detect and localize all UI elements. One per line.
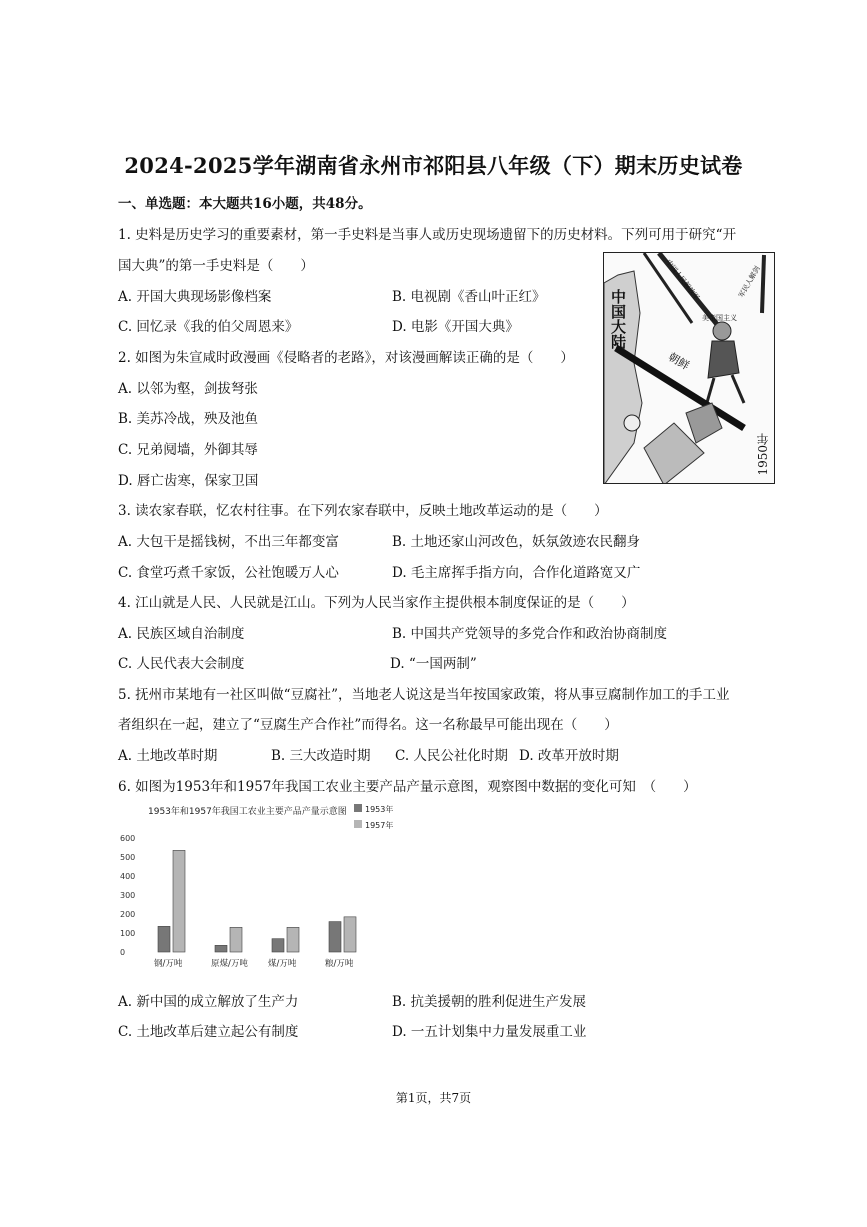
q4-stem: 4. 江山就是人民、人民就是江山。下列为人民当家作主提供根本制度保证的是（ ） <box>118 595 635 611</box>
q1-stem-line1: 1. 史料是历史学习的重要素材，第一手史料是当事人或历史现场遗留下的历史材料。下列可用于研究“开 <box>118 227 737 243</box>
q5-stem-line2: 者组织在一起，建立了“豆腐生产合作社”而得名。这一名称最早可能出现在（ ） <box>118 717 618 733</box>
q1-option-c: C. 回忆录《我的伯父周恩来》 <box>118 319 299 335</box>
q6-stem: 6. 如图为1953年和1957年我国工农业主要产品产量示意图，观察图中数据的变化可知 （ ） <box>118 779 697 795</box>
y-tick-label: 600 <box>120 834 136 843</box>
y-tick-label: 500 <box>120 853 136 862</box>
bar-1957 <box>173 850 185 952</box>
cartoon-label-mainland: 中国大陆 <box>609 289 627 349</box>
bar-1957 <box>344 917 356 952</box>
bar-1957 <box>230 927 242 952</box>
legend-label: 1957年 <box>365 821 394 830</box>
q6-option-c: C. 土地改革后建立起公有制度 <box>118 1024 299 1040</box>
q3-option-b: B. 土地还家山河改色，妖氛敛迹农民翻身 <box>392 534 641 550</box>
bar-1953 <box>329 922 341 952</box>
cartoon-label-us: 美帝国主义 <box>702 314 737 322</box>
q1-option-d: D. 电影《开国大典》 <box>392 319 519 335</box>
y-tick-label: 400 <box>120 872 136 881</box>
q5-option-c: C. 人民公社化时期 <box>395 748 508 764</box>
page-footer: 第1页，共7页 <box>395 1091 472 1105</box>
q6-option-d: D. 一五计划集中力量发展重工业 <box>392 1024 587 1040</box>
x-category-label: 煤/万吨 <box>268 959 297 969</box>
legend-swatch <box>354 820 362 828</box>
chart-title: 1953年和1957年我国工农业主要产品产量示意图 <box>148 807 347 817</box>
bar-1957 <box>287 927 299 952</box>
x-category-label: 钢/万吨 <box>154 959 183 969</box>
q1-option-b: B. 电视剧《香山叶正红》 <box>392 289 546 305</box>
q3-option-a: A. 大包干是摇钱树，不出三年都变富 <box>118 534 339 550</box>
bar-1953 <box>215 945 227 952</box>
y-tick-label: 300 <box>120 891 136 900</box>
q6-option-a: A. 新中国的成立解放了生产力 <box>118 994 299 1010</box>
q5-option-b: B. 三大改造时期 <box>271 748 371 764</box>
q6-option-b: B. 抗美援朝的胜利促进生产发展 <box>392 994 587 1010</box>
bar-1953 <box>272 939 284 952</box>
q2-stem: 2. 如图为朱宣咸时政漫画《侵略者的老路》，对该漫画解读正确的是（ ） <box>118 350 574 366</box>
section-heading: 一、单选题：本大题共16小题，共48分。 <box>118 196 372 212</box>
x-category-label: 粮/万吨 <box>325 959 354 969</box>
q4-option-d: D. “一国两制” <box>390 656 477 672</box>
q2-option-d: D. 唇亡齿寒，保家卫国 <box>118 473 259 489</box>
cartoon-illustration <box>603 252 775 484</box>
q5-stem-line1: 5. 抚州市某地有一社区叫做“豆腐社”，当地老人说这是当年按国家政策，将从事豆腐制作加工的手工业 <box>118 687 730 703</box>
q2-option-a: A. 以邻为壑，剑拔弩张 <box>118 381 258 397</box>
y-tick-label: 0 <box>120 948 126 957</box>
page-title: 2024-2025学年湖南省永州市祁阳县八年级（下）期末历史试卷 <box>124 153 743 178</box>
q5-option-a: A. 土地改革时期 <box>118 748 218 764</box>
q1-stem-line2: 国大典”的第一手史料是（ ） <box>118 258 314 274</box>
x-category-label: 原煤/万吨 <box>211 959 248 969</box>
production-chart-svg <box>118 800 408 978</box>
q2-option-b: B. 美苏冷战，殃及池鱼 <box>118 411 259 427</box>
q3-stem: 3. 读农家春联，忆农村往事。在下列农家春联中，反映土地改革运动的是（ ） <box>118 503 608 519</box>
y-tick-label: 200 <box>120 910 136 919</box>
q4-option-a: A. 民族区域自治制度 <box>118 626 245 642</box>
cartoon-label-pla: 中国人民解放军 <box>664 258 701 302</box>
q4-option-c: C. 人民代表大会制度 <box>118 656 245 672</box>
legend-swatch <box>354 804 362 812</box>
q1-option-a: A. 开国大典现场影像档案 <box>118 289 272 305</box>
cartoon-label-year: 1950年 <box>756 433 770 476</box>
q2-option-c: C. 兄弟阋墙，外御其辱 <box>118 442 258 458</box>
y-tick-label: 100 <box>120 929 136 938</box>
q5-option-d: D. 改革开放时期 <box>519 748 619 764</box>
production-chart <box>118 800 408 978</box>
q3-option-c: C. 食堂巧煮千家饭，公社饱暖万人心 <box>118 565 339 581</box>
legend-label: 1953年 <box>365 805 394 814</box>
cartoon-label-korea: 朝鲜 <box>665 350 692 373</box>
bar-1953 <box>158 926 170 952</box>
q3-option-d: D. 毛主席挥手指方向，合作化道路宽又广 <box>392 565 641 581</box>
cartoon-label-soldier: 军民人解剑 <box>737 264 762 300</box>
q4-option-b: B. 中国共产党领导的多党合作和政治协商制度 <box>392 626 668 642</box>
